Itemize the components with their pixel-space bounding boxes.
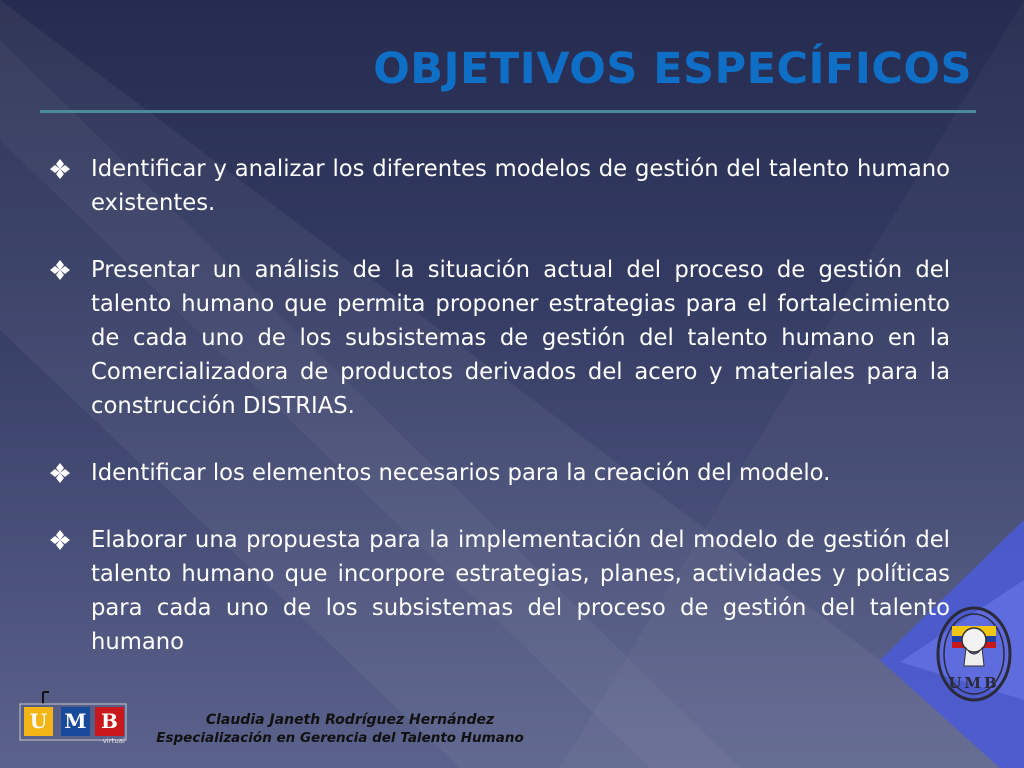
page-title: OBJETIVOS ESPECÍFICOS	[373, 44, 972, 94]
title-divider	[40, 110, 976, 113]
objective-text: Identificar y analizar los diferentes modelos de gestión del talento humano existentes.	[91, 156, 950, 216]
diamond-bullet-icon	[50, 159, 70, 179]
footer-author: Claudia Janeth Rodríguez Hernández	[205, 712, 495, 728]
logo-tagline: virtual	[102, 737, 125, 745]
umb-seal-icon	[934, 604, 1014, 704]
diamond-bullet-icon	[50, 463, 70, 483]
objective-text: Identificar los elementos necesarios para la creación del modelo.	[91, 460, 831, 486]
logo-letter-u: U	[24, 707, 53, 736]
diamond-bullet-icon	[50, 260, 70, 280]
list-item	[50, 152, 950, 220]
objective-text: Elaborar una propuesta para la implementación del modelo de gestión del talento humano que incorpore estrategias, planes, actividades y políticas para cada uno de los subsistemas del proceso de gestión del talento humano	[91, 527, 950, 655]
logo-letter-b: B	[95, 707, 124, 736]
logo-letter-m: M	[61, 707, 90, 736]
objectives-list	[50, 152, 950, 692]
list-item	[50, 253, 950, 423]
objective-text: Presentar un análisis de la situación actual del proceso de gestión del talento humano que permita proponer estrategias para el fortalecimiento de cada uno de los subsistemas de gestión del talento humano en la Comercializadora de productos derivados del acero y materiales para la construcción DISTRIAS.	[91, 257, 950, 419]
list-item	[50, 523, 950, 659]
footer-program: Especialización en Gerencia del Talento Humano	[156, 730, 524, 746]
seal-text: UMB	[948, 674, 1000, 692]
list-item	[50, 456, 950, 490]
umb-virtual-logo	[17, 690, 129, 748]
diamond-bullet-icon	[50, 530, 70, 550]
